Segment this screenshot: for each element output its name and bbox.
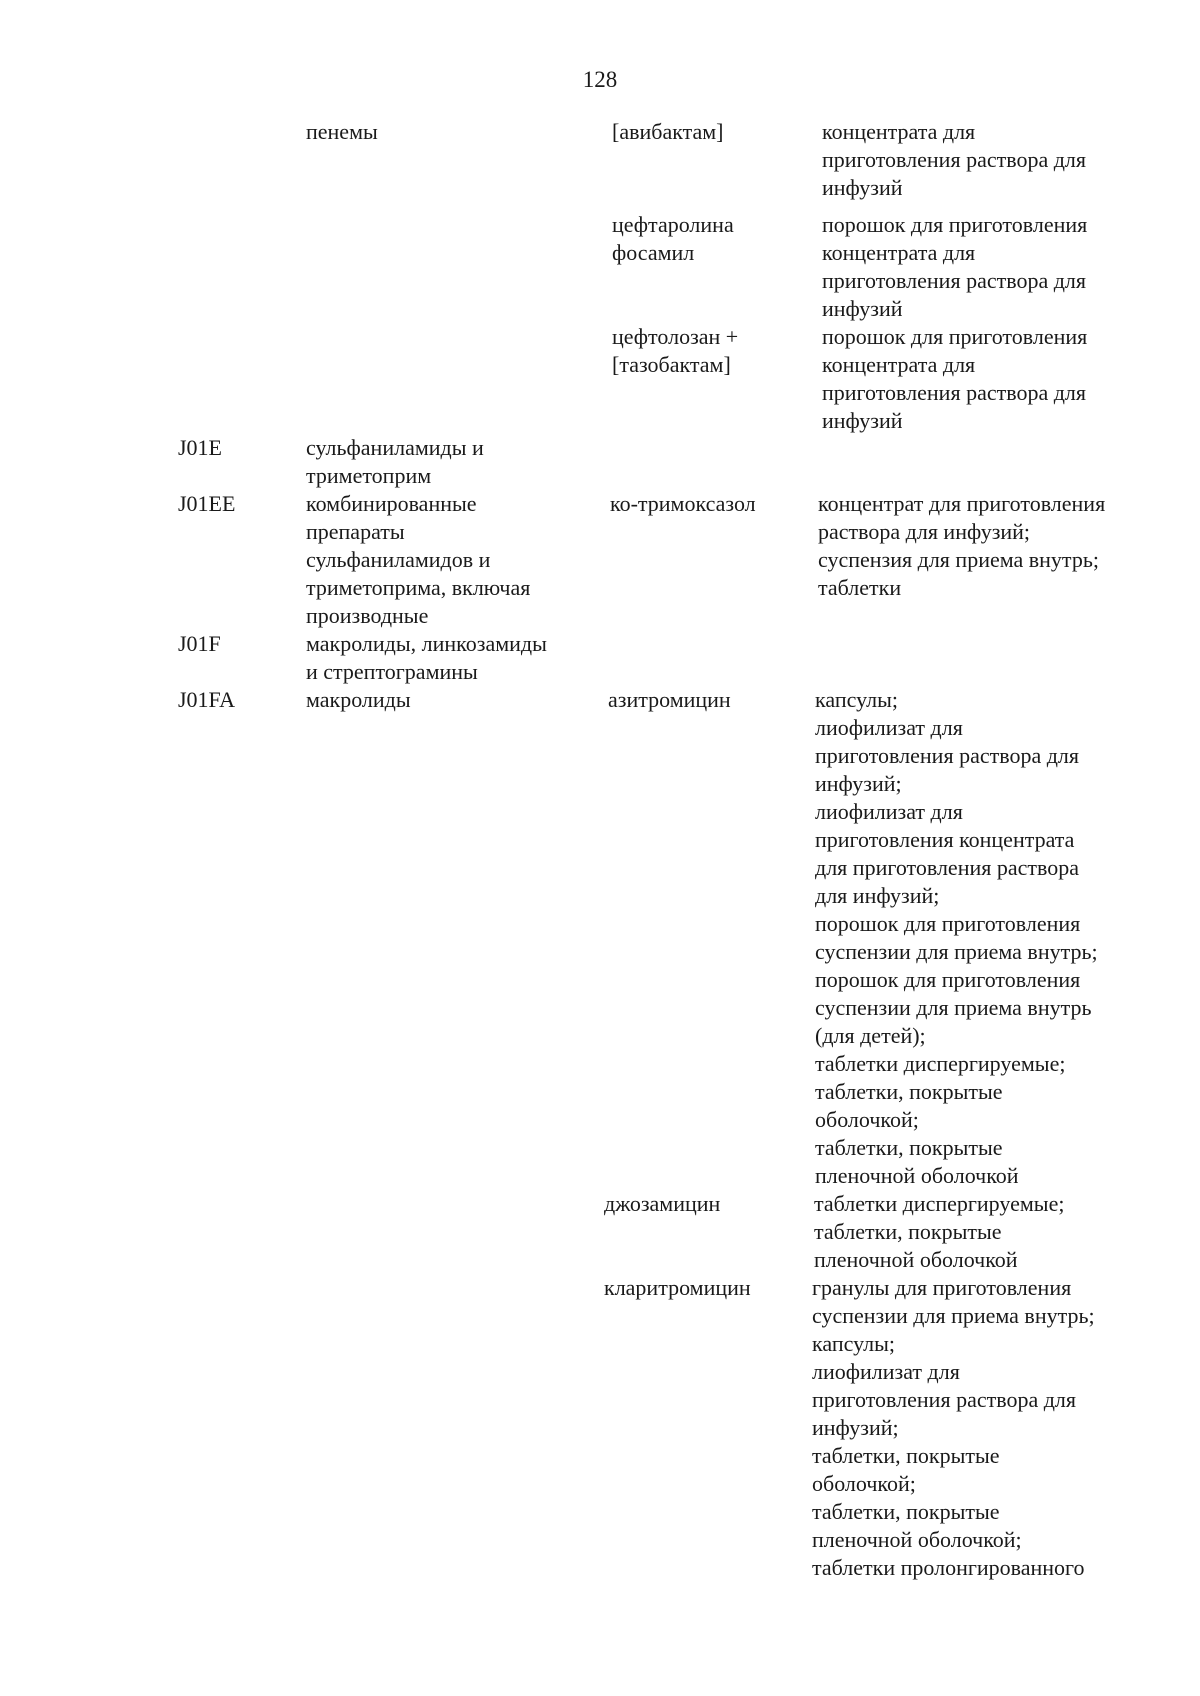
dosage-forms-line: лиофилизат для bbox=[812, 1359, 960, 1384]
dosage-forms-line: суспензии для приема внутрь; bbox=[815, 939, 1098, 964]
drug-name-line: джозамицин bbox=[604, 1191, 721, 1216]
drug-name-line: цефтаролина bbox=[612, 212, 734, 237]
dosage-forms-line: оболочкой; bbox=[812, 1471, 916, 1496]
group-name-line: сульфаниламидов и bbox=[306, 547, 491, 572]
group-name bbox=[306, 490, 596, 630]
dosage-forms-line: концентрата для bbox=[822, 119, 976, 144]
group-name-line: препараты bbox=[306, 519, 405, 544]
dosage-forms-line: концентрата для bbox=[822, 352, 976, 377]
dosage-forms-line: оболочкой; bbox=[815, 1107, 919, 1132]
dosage-forms-line: таблетки, покрытые bbox=[812, 1443, 1000, 1468]
dosage-forms-line: капсулы; bbox=[815, 687, 898, 712]
dosage-forms-line: пленочной оболочкой bbox=[815, 1163, 1019, 1188]
dosage-forms-line: таблетки bbox=[818, 575, 902, 600]
dosage-forms bbox=[814, 1190, 1144, 1274]
dosage-forms-line: приготовления раствора для bbox=[822, 147, 1086, 172]
drug-name-line: цефтолозан + bbox=[612, 324, 739, 349]
dosage-forms bbox=[822, 323, 1152, 435]
drug-name bbox=[610, 490, 810, 518]
drug-name bbox=[604, 1190, 804, 1218]
drug-name bbox=[608, 686, 808, 714]
dosage-forms-line: приготовления раствора для bbox=[822, 380, 1086, 405]
group-name-line: сульфаниламиды и bbox=[306, 435, 484, 460]
dosage-forms bbox=[815, 686, 1145, 1190]
dosage-forms-line: лиофилизат для bbox=[815, 799, 963, 824]
atc-code: J01E bbox=[178, 435, 222, 460]
group-name bbox=[306, 630, 596, 686]
drug-name-line: ко-тримоксазол bbox=[610, 491, 756, 516]
dosage-forms-line: таблетки, покрытые bbox=[815, 1135, 1003, 1160]
dosage-forms-line: для инфузий; bbox=[815, 883, 940, 908]
dosage-forms-line: для приготовления раствора bbox=[815, 855, 1079, 880]
drug-name-line: кларитромицин bbox=[604, 1275, 751, 1300]
drug-name-line: азитромицин bbox=[608, 687, 731, 712]
dosage-forms-line: инфузий; bbox=[815, 771, 902, 796]
group-name-line: макролиды, линкозамиды bbox=[306, 631, 547, 656]
drug-name bbox=[612, 211, 812, 267]
dosage-forms-line: таблетки, покрытые bbox=[814, 1219, 1002, 1244]
group-name-line: комбинированные bbox=[306, 491, 477, 516]
dosage-forms-line: суспензии для приема внутрь; bbox=[812, 1303, 1095, 1328]
drug-name-line: [авибактам] bbox=[612, 119, 724, 144]
dosage-forms-line: приготовления раствора для bbox=[815, 743, 1079, 768]
dosage-forms bbox=[822, 118, 1152, 202]
dosage-forms-line: порошок для приготовления bbox=[815, 967, 1081, 992]
dosage-forms-line: порошок для приготовления bbox=[815, 911, 1081, 936]
drug-name bbox=[604, 1274, 804, 1302]
dosage-forms-line: таблетки диспергируемые; bbox=[814, 1191, 1065, 1216]
atc-code: J01FA bbox=[178, 687, 236, 712]
dosage-forms-line: лиофилизат для bbox=[815, 715, 963, 740]
dosage-forms-line: инфузий bbox=[822, 175, 903, 200]
dosage-forms-line: приготовления раствора для bbox=[822, 268, 1086, 293]
group-name-line: триметоприм bbox=[306, 463, 432, 488]
atc-code: J01EE bbox=[178, 491, 236, 516]
dosage-forms-line: таблетки диспергируемые; bbox=[815, 1051, 1066, 1076]
dosage-forms-line: капсулы; bbox=[812, 1331, 895, 1356]
group-name-line: триметоприма, включая bbox=[306, 575, 531, 600]
dosage-forms-line: таблетки, покрытые bbox=[812, 1499, 1000, 1524]
dosage-forms-line: (для детей); bbox=[815, 1023, 926, 1048]
dosage-forms-line: концентрата для bbox=[822, 240, 976, 265]
dosage-forms-line: суспензия для приема внутрь; bbox=[818, 547, 1099, 572]
dosage-forms bbox=[822, 211, 1152, 323]
dosage-forms-line: таблетки, покрытые bbox=[815, 1079, 1003, 1104]
group-name bbox=[306, 118, 596, 146]
group-name-line: пенемы bbox=[306, 119, 378, 144]
dosage-forms-line: приготовления раствора для bbox=[812, 1387, 1076, 1412]
dosage-forms-line: раствора для инфузий; bbox=[818, 519, 1031, 544]
dosage-forms-line: порошок для приготовления bbox=[822, 212, 1088, 237]
drug-name-line: [тазобактам] bbox=[612, 352, 731, 377]
drug-name-line: фосамил bbox=[612, 240, 695, 265]
dosage-forms-line: таблетки пролонгированного bbox=[812, 1555, 1085, 1580]
group-name-line: производные bbox=[306, 603, 429, 628]
dosage-forms-line: инфузий bbox=[822, 296, 903, 321]
drug-name bbox=[612, 323, 812, 379]
group-name-line: и стрептограмины bbox=[306, 659, 478, 684]
group-name-line: макролиды bbox=[306, 687, 411, 712]
page-number: 128 bbox=[582, 67, 618, 92]
dosage-forms-line: суспензии для приема внутрь bbox=[815, 995, 1092, 1020]
dosage-forms-line: порошок для приготовления bbox=[822, 324, 1088, 349]
dosage-forms-line: гранулы для приготовления bbox=[812, 1275, 1072, 1300]
dosage-forms-line: инфузий; bbox=[812, 1415, 899, 1440]
dosage-forms bbox=[818, 490, 1148, 602]
dosage-forms-line: концентрат для приготовления bbox=[818, 491, 1106, 516]
group-name bbox=[306, 686, 596, 714]
dosage-forms-line: приготовления концентрата bbox=[815, 827, 1075, 852]
dosage-forms-line: инфузий bbox=[822, 408, 903, 433]
group-name bbox=[306, 434, 596, 490]
dosage-forms-line: пленочной оболочкой; bbox=[812, 1527, 1022, 1552]
dosage-forms bbox=[812, 1274, 1142, 1582]
atc-code: J01F bbox=[178, 631, 221, 656]
dosage-forms-line: пленочной оболочкой bbox=[814, 1247, 1018, 1272]
drug-name bbox=[612, 118, 812, 146]
